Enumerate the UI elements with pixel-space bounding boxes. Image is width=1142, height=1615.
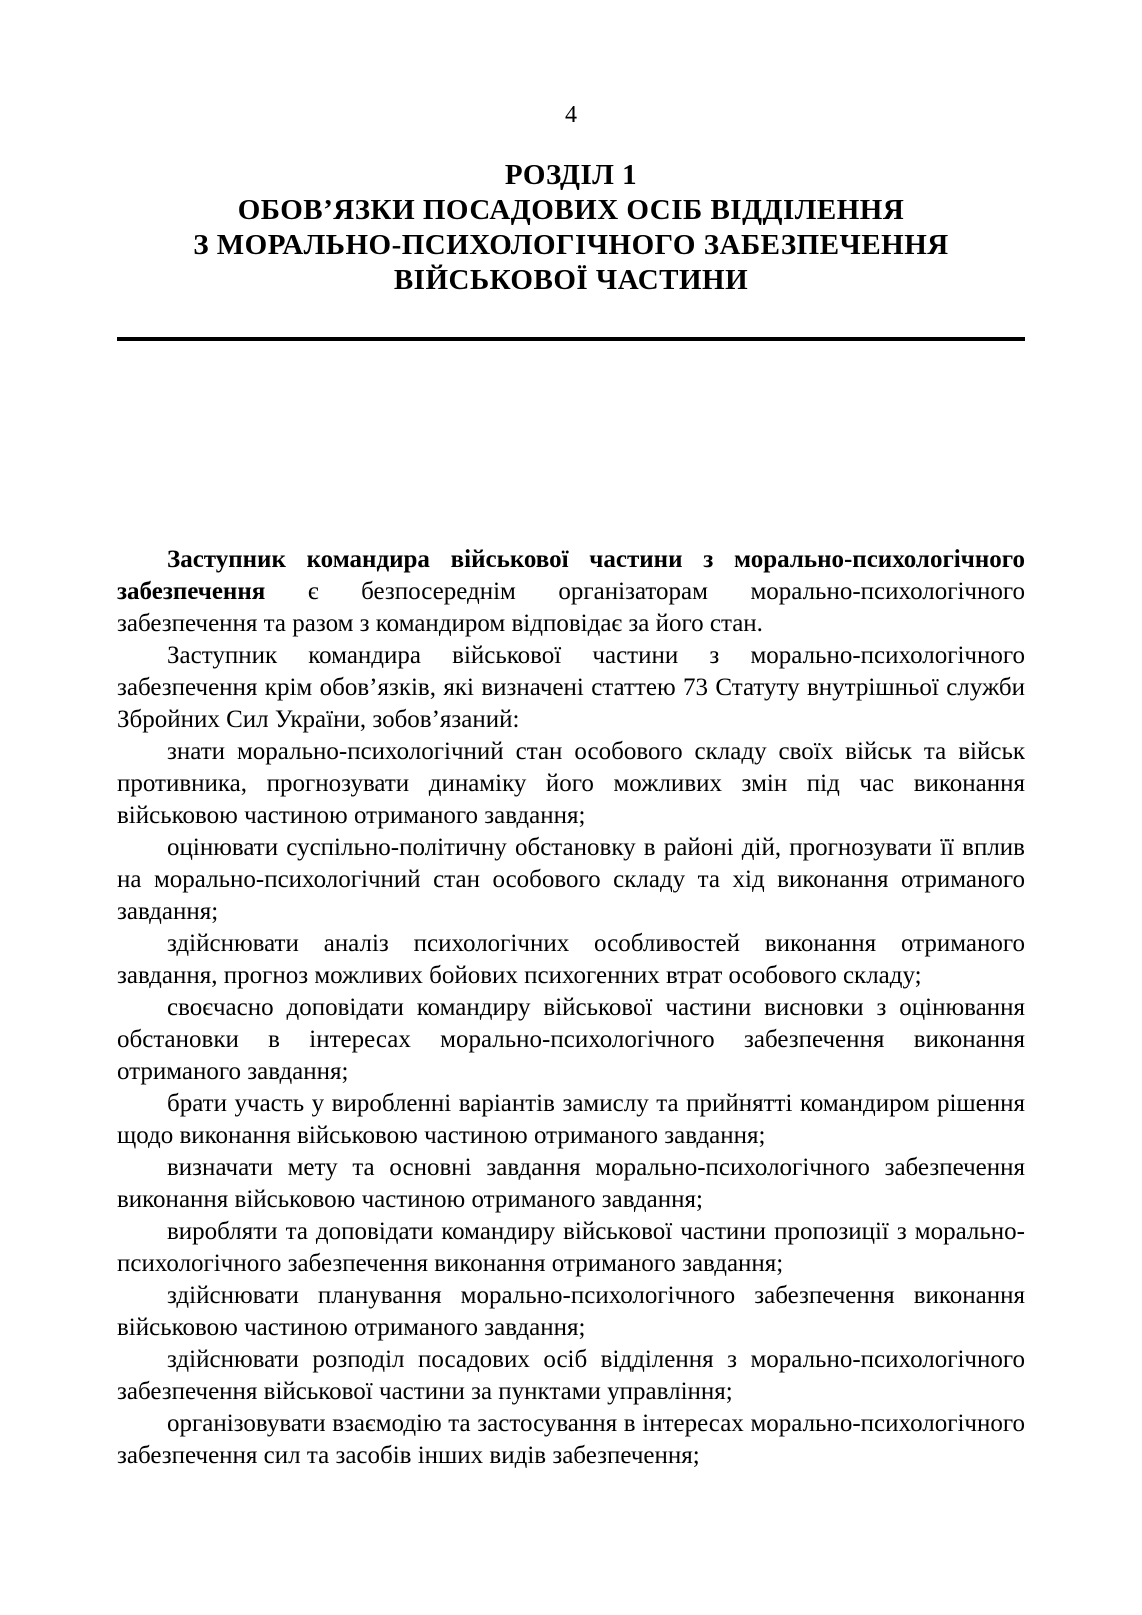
- chapter-heading: [87, 158, 1055, 298]
- paragraph: своєчасно доповідати командиру військової частини висновки з оцінювання обстановки в інтересах морально-психологічного забезпечення виконання отриманого завдання;: [117, 994, 1025, 1085]
- paragraph: Заступник командира військової частини з морально-психологічного забезпечення крім обов’язків, які визначені статтею 73 Статуту внутрішньої служби Збройних Сил України, зобов’язаний:: [117, 642, 1025, 733]
- horizontal-rule: [117, 337, 1025, 341]
- paragraph: брати участь у виробленні варіантів замислу та прийнятті командиром рішення щодо виконання військовою частиною отриманого завдання;: [117, 1090, 1025, 1149]
- paragraph-lead-bold: Заступник командира військової частини з морально-психологічного забезпечення: [117, 546, 1025, 605]
- chapter-heading-line-4: ВІЙСЬКОВОЇ ЧАСТИНИ: [393, 264, 749, 296]
- paragraph: здійснювати планування морально-психологічного забезпечення виконання військовою частиною отриманого завдання;: [117, 1282, 1025, 1341]
- paragraph: знати морально-психологічний стан особового складу своїх військ та військ противника, прогнозувати динаміку його можливих змін під час виконання військовою частиною отриманого завдання;: [117, 738, 1025, 829]
- paragraph: здійснювати аналіз психологічних особливостей виконання отриманого завдання, прогноз можливих бойових психогенних втрат особового складу;: [117, 930, 1025, 989]
- paragraph: виробляти та доповідати командиру військової частини пропозиції з морально-психологічного забезпечення виконання отриманого завдання;: [117, 1218, 1025, 1277]
- paragraph-lead: [117, 544, 1025, 640]
- paragraph: оцінювати суспільно-політичну обстановку в районі дій, прогнозувати її вплив на морально-психологічний стан особового складу та хід виконання отриманого завдання;: [117, 834, 1025, 925]
- paragraph-lead-rest: є безпосереднім організаторам морально-психологічного забезпечення та разом з командиром відповідає за його стан.: [117, 578, 1025, 637]
- chapter-heading-line-1: РОЗДІЛ 1: [504, 159, 638, 191]
- chapter-heading-line-3: З МОРАЛЬНО-ПСИХОЛОГІЧНОГО ЗАБЕЗПЕЧЕННЯ: [193, 229, 949, 261]
- paragraph: організовувати взаємодію та застосування в інтересах морально-психологічного забезпечення сил та засобів інших видів забезпечення;: [117, 1410, 1025, 1469]
- paragraph: здійснювати розподіл посадових осіб відділення з морально-психологічного забезпечення військової частини за пунктами управління;: [117, 1346, 1025, 1405]
- paragraph: визначати мету та основні завдання морально-психологічного забезпечення виконання військовою частиною отриманого завдання;: [117, 1154, 1025, 1213]
- document-body: [117, 544, 1025, 1472]
- page-number: 4: [565, 102, 577, 128]
- chapter-heading-line-2: ОБОВ’ЯЗКИ ПОСАДОВИХ ОСІБ ВІДДІЛЕННЯ: [237, 194, 905, 226]
